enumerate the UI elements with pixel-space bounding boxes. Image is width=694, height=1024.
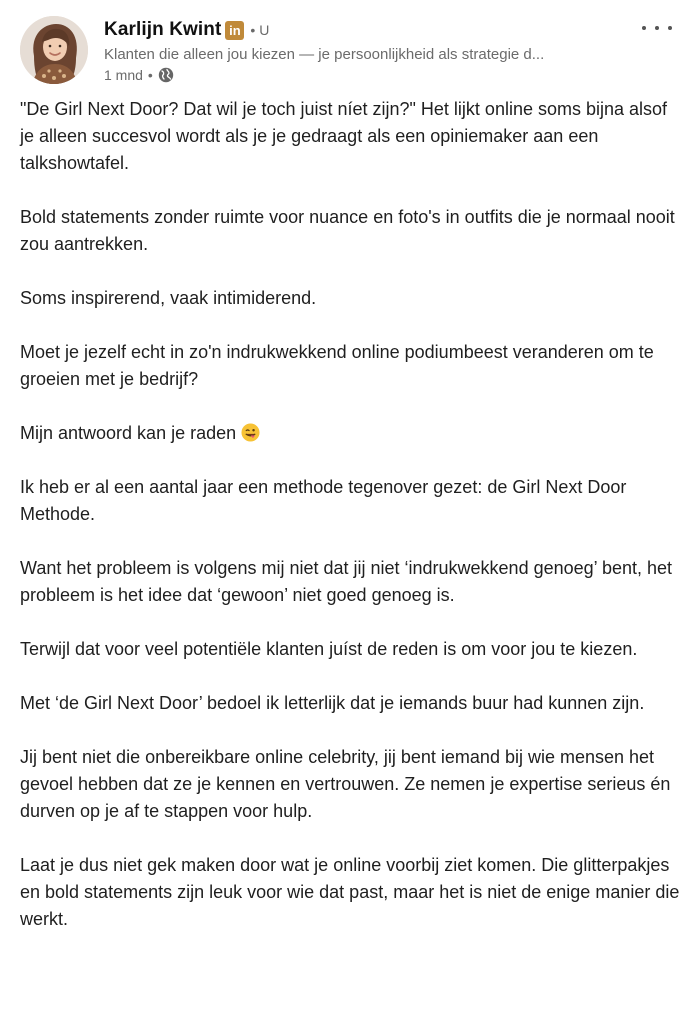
post-paragraph: Met ‘de Girl Next Door’ bedoel ik letterlijk dat je iemands buur had kunnen zijn. [20,693,645,713]
author-meta [104,16,624,83]
author-name-row [104,16,624,44]
more-options-icon[interactable] [642,18,672,38]
avatar-image [20,16,88,84]
connection-degree: • U [250,22,270,38]
author-headline: Klanten die alleen jou kiezen — je persoonlijkheid als strategie d... [104,46,545,63]
post-paragraph: Ik heb er al een aantal jaar een methode tegenover gezet: de Girl Next Door Methode. [20,477,627,524]
globe-icon [158,67,174,83]
post-paragraph: "De Girl Next Door? Dat wil je toch juist níet zijn?" Het lijkt online soms bijna alsof je alleen succesvol wordt als je je gedraagt als een opiniemaker aan een talkshowtafel. [20,99,668,173]
post-paragraph: Want het probleem is volgens mij niet dat jij niet ‘indrukwekkend genoeg’ bent, het probleem is het idee dat ‘gewoon’ niet goed genoeg is. [20,558,673,605]
more-dot [668,26,672,30]
post-time: 1 mnd [104,67,143,83]
post-body [20,96,684,960]
post-paragraph: Bold statements zonder ruimte voor nuance en foto's in outfits die je normaal nooit zou aantrekken. [20,207,675,254]
post-time-row [104,67,624,83]
post-paragraph-text: Mijn antwoord kan je raden [20,423,237,443]
post-paragraph: Laat je dus niet gek maken door wat je online voorbij ziet komen. Die glitterpakjes en bold statements zijn leuk voor wie dat past, maar het is niet de enige manier die werkt. [20,855,680,929]
linkedin-badge-icon: in [225,21,244,40]
post-paragraph: Terwijl dat voor veel potentiële klanten juíst de reden is om voor jou te kiezen. [20,639,638,659]
post-paragraph: Jij bent niet die onbereikbare online celebrity, jij bent iemand bij wie mensen het gevoel hebben dat ze je kennen en vertrouwen. Ze nemen je expertise serieus én durven op je af te stappen voor hulp. [20,747,671,821]
post-paragraph: Moet je jezelf echt in zo'n indrukwekkend online podiumbeest veranderen om te groeien met je bedrijf? [20,342,654,389]
winking-face-with-tongue-emoji [241,423,260,442]
more-dot [655,26,659,30]
post-header [20,16,674,88]
avatar[interactable] [20,16,88,84]
author-name[interactable]: Karlijn Kwint [104,19,222,40]
more-dot [642,26,646,30]
post-paragraph: Soms inspirerend, vaak intimiderend. [20,288,317,308]
time-separator: • [147,67,153,83]
post-paragraph-with-emoji [20,420,684,447]
